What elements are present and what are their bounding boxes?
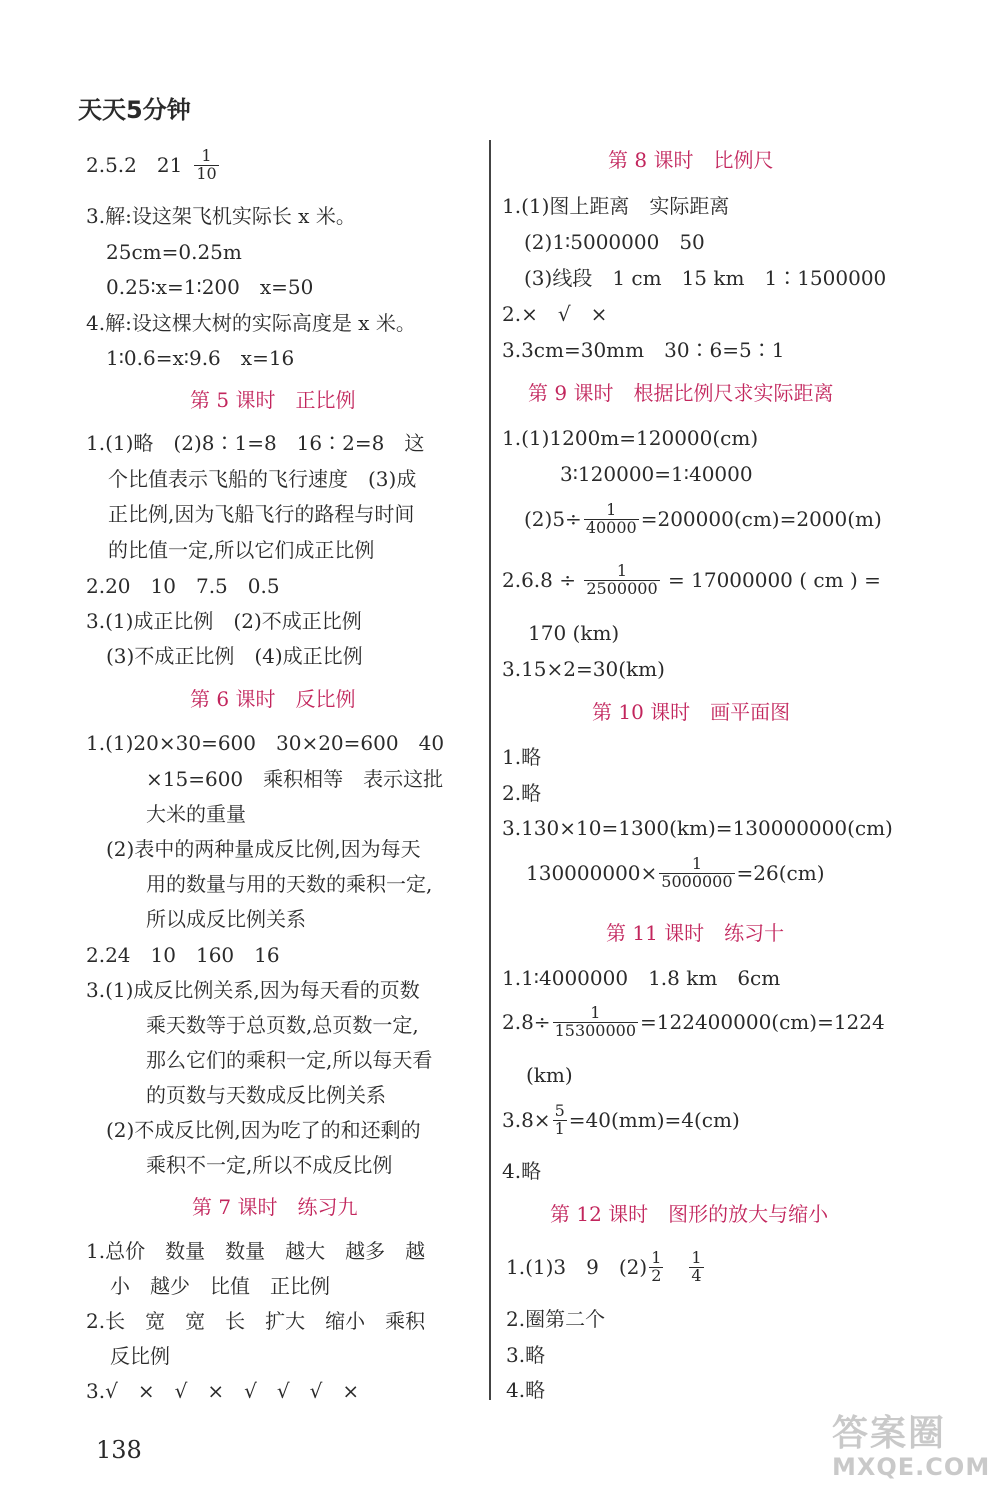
answer-line: 3∶120000=1∶40000 xyxy=(560,462,753,486)
fraction-numerator: 1 xyxy=(590,1003,601,1022)
answer-line: 2.圈第二个 xyxy=(506,1307,606,1331)
answer-line xyxy=(502,1005,885,1040)
answer-line: 3.3cm=30mm 30∶6=5∶1 xyxy=(502,338,785,362)
answer-line: 乘天数等于总页数,总页数一定, xyxy=(146,1013,419,1037)
answer-line xyxy=(502,1103,740,1138)
answer-line: 所以成反比例关系 xyxy=(146,907,306,931)
fraction-numerator: 1 xyxy=(691,854,702,873)
answer-line: (3)不成正比例 (4)成正比例 xyxy=(106,644,363,668)
section-heading: 第 6 课时 反比例 xyxy=(190,687,356,711)
answer-line: 乘积不一定,所以不成反比例 xyxy=(146,1153,393,1177)
answer-line xyxy=(502,563,881,598)
answer-text: 130000000× xyxy=(526,861,658,886)
section-heading: 第 8 课时 比例尺 xyxy=(608,148,774,172)
fraction-numerator: 5 xyxy=(554,1101,565,1120)
section-heading: 第 11 课时 练习十 xyxy=(606,921,785,945)
answer-line: 2.20 10 7.5 0.5 xyxy=(86,574,280,598)
section-heading: 第 9 课时 根据比例尺求实际距离 xyxy=(528,381,834,405)
answer-line: 1.(1)1200m=120000(cm) xyxy=(502,426,759,450)
fraction-denominator: 4 xyxy=(691,1265,702,1285)
answer-line: 2.长 宽 宽 长 扩大 缩小 乘积 xyxy=(86,1309,426,1333)
answer-line: 2.24 10 160 16 xyxy=(86,943,280,967)
answer-line: 2.略 xyxy=(502,781,542,805)
fraction xyxy=(649,1250,663,1285)
fraction xyxy=(659,856,734,891)
answer-line: 0.25∶x=1∶200 x=50 xyxy=(106,275,314,299)
answer-text: 2.8÷ xyxy=(502,1010,551,1035)
answer-line: 1.(1)20×30=600 30×20=600 40 xyxy=(86,731,445,755)
fraction-denominator: 1 xyxy=(554,1118,565,1138)
fraction-denominator: 2500000 xyxy=(586,578,658,598)
answer-line: (2)表中的两种量成反比例,因为每天 xyxy=(106,837,421,861)
answer-text: =122400000(cm)=1224 xyxy=(640,1010,885,1035)
answer-line xyxy=(524,502,882,537)
answer-text: = 17000000 ( cm ) = xyxy=(661,568,881,593)
answer-line: 3.130×10=1300(km)=130000000(cm) xyxy=(502,816,893,840)
answer-line: 个比值表示飞船的飞行速度 (3)成 xyxy=(108,467,417,491)
fraction-denominator: 40000 xyxy=(585,517,637,537)
answer-line: 那么它们的乘积一定,所以每天看 xyxy=(146,1048,433,1072)
fraction xyxy=(584,563,659,598)
answer-line: 大米的重量 xyxy=(146,802,246,826)
fraction-numerator: 1 xyxy=(201,146,212,165)
answer-line: 3.解:设这架飞机实际长 x 米。 xyxy=(86,204,356,228)
answer-line: 的页数与天数成反比例关系 xyxy=(146,1083,386,1107)
answer-line: (2)不成反比例,因为吃了的和还剩的 xyxy=(106,1118,421,1142)
section-heading: 第 5 课时 正比例 xyxy=(190,388,356,412)
fraction-numerator: 1 xyxy=(606,500,617,519)
fraction xyxy=(689,1250,703,1285)
answer-line: 用的数量与用的天数的乘积一定, xyxy=(146,872,433,896)
answer-text: 3.8× xyxy=(502,1108,551,1133)
fraction-denominator: 2 xyxy=(651,1265,662,1285)
answer-text: =26(cm) xyxy=(736,861,825,886)
answer-line: 3.15×2=30(km) xyxy=(502,657,665,681)
page-number: 138 xyxy=(96,1436,142,1464)
answer-line: (km) xyxy=(526,1063,573,1087)
answer-line: 1.(1)图上距离 实际距离 xyxy=(502,194,730,218)
answer-line: 小 越少 比值 正比例 xyxy=(110,1274,330,1298)
watermark-bottom-text: MXQE.COM xyxy=(832,1453,991,1481)
answer-line: 2.× √ × xyxy=(502,302,608,326)
fraction-numerator: 1 xyxy=(616,561,628,580)
fraction xyxy=(584,502,639,537)
answer-text: =200000(cm)=2000(m) xyxy=(640,507,882,532)
answer-line: 1.总价 数量 数量 越大 越多 越 xyxy=(86,1239,426,1263)
answer-line: 3.略 xyxy=(506,1343,546,1367)
section-heading: 第 7 课时 练习九 xyxy=(192,1195,358,1219)
answer-text: (2)5÷ xyxy=(524,507,582,532)
fraction xyxy=(553,1103,567,1138)
answer-text: 2.6.8 ÷ xyxy=(502,568,583,593)
answer-line: 4.略 xyxy=(506,1378,546,1402)
section-heading: 第 10 课时 画平面图 xyxy=(592,700,791,724)
answer-line: 1.略 xyxy=(502,745,542,769)
column-divider xyxy=(489,140,491,1400)
answer-line xyxy=(86,148,221,183)
answer-line xyxy=(506,1250,706,1285)
answer-line: 3.√ × √ × √ √ √ × xyxy=(86,1379,360,1403)
fraction xyxy=(194,148,218,183)
answer-line: (2)1∶5000000 50 xyxy=(524,230,705,254)
watermark-logo xyxy=(832,1413,991,1494)
answer-line: 170 (km) xyxy=(528,621,620,645)
answer-line: 25cm=0.25m xyxy=(106,240,242,264)
answer-text: 1.(1)3 9 (2) xyxy=(506,1255,648,1280)
answer-line: 1.(1)略 (2)8∶1=8 16∶2=8 这 xyxy=(86,431,425,455)
answer-line: 3.(1)成反比例关系,因为每天看的页数 xyxy=(86,978,420,1002)
answer-line: ×15=600 乘积相等 表示这批 xyxy=(146,767,444,791)
answer-line: 1∶0.6=x∶9.6 x=16 xyxy=(106,346,295,370)
fraction xyxy=(553,1005,638,1040)
answer-line: 4.略 xyxy=(502,1159,542,1183)
fraction-denominator: 10 xyxy=(196,163,217,183)
answer-line: (3)线段 1 cm 15 km 1∶1500000 xyxy=(524,266,887,290)
fraction-numerator: 1 xyxy=(651,1248,662,1267)
answer-line: 3.(1)成正比例 (2)不成正比例 xyxy=(86,609,362,633)
answer-text: =40(mm)=4(cm) xyxy=(568,1108,740,1133)
answer-line: 4.解:设这棵大树的实际高度是 x 米。 xyxy=(86,311,416,335)
answer-text: 2.5.2 21 xyxy=(86,153,183,178)
fraction-denominator: 15300000 xyxy=(554,1020,637,1040)
fraction-numerator: 1 xyxy=(691,1248,702,1267)
section-heading: 第 12 课时 图形的放大与缩小 xyxy=(550,1202,829,1226)
answer-line: 正比例,因为飞船飞行的路程与时间 xyxy=(108,502,415,526)
answer-line: 的比值一定,所以它们成正比例 xyxy=(108,538,375,562)
answer-line: 1.1∶4000000 1.8 km 6cm xyxy=(502,966,781,990)
page-header-title: 天天5分钟 xyxy=(78,96,191,124)
answer-line xyxy=(526,856,825,891)
fraction-denominator: 5000000 xyxy=(661,871,733,891)
watermark-top-text: 答案圈 xyxy=(832,1413,947,1454)
answer-line: 反比例 xyxy=(110,1344,170,1368)
